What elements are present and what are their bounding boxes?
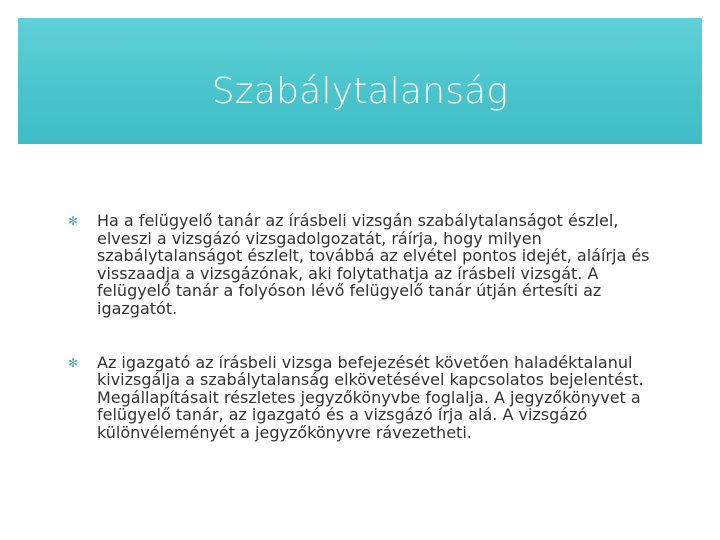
bullet-item <box>68 354 668 442</box>
slide-content <box>68 212 668 478</box>
bullet-text: Az igazgató az írásbeli vizsga befejezését követően haladéktalanul kivizsgálja a szabálytalanság elkövetésével kapcsolatos bejelentést. Megállapításait részletes jegyzőkönyvbe foglalja. A jegyzőkönyvet a felügyelő tanár, az igazgató és a vizsgázó írja alá. A vizsgázó különvéleményét a jegyzőkönyvre rávezetheti. <box>97 352 644 442</box>
bullet-item <box>68 212 668 318</box>
bullet-text: Ha a felügyelő tanár az írásbeli vizsgán szabálytalanságot észlel, elveszi a vizsgázó vizsgadolgozatát, ráírja, hogy milyen szabálytalanságot észlelt, továbbá az elvétel pontos idejét, aláírja és visszaadja a vizsgázónak, aki folytathatja az írásbeli vizsgát. A felügyelő tanár a folyóson lévő felügyelő tanár útján értesíti az igazgatót. <box>97 211 650 318</box>
bullet-star-icon: ✻ <box>68 355 79 370</box>
slide-title: Szabálytalanság <box>211 71 509 112</box>
title-band <box>18 18 702 144</box>
bullet-star-icon: ✻ <box>68 214 79 228</box>
